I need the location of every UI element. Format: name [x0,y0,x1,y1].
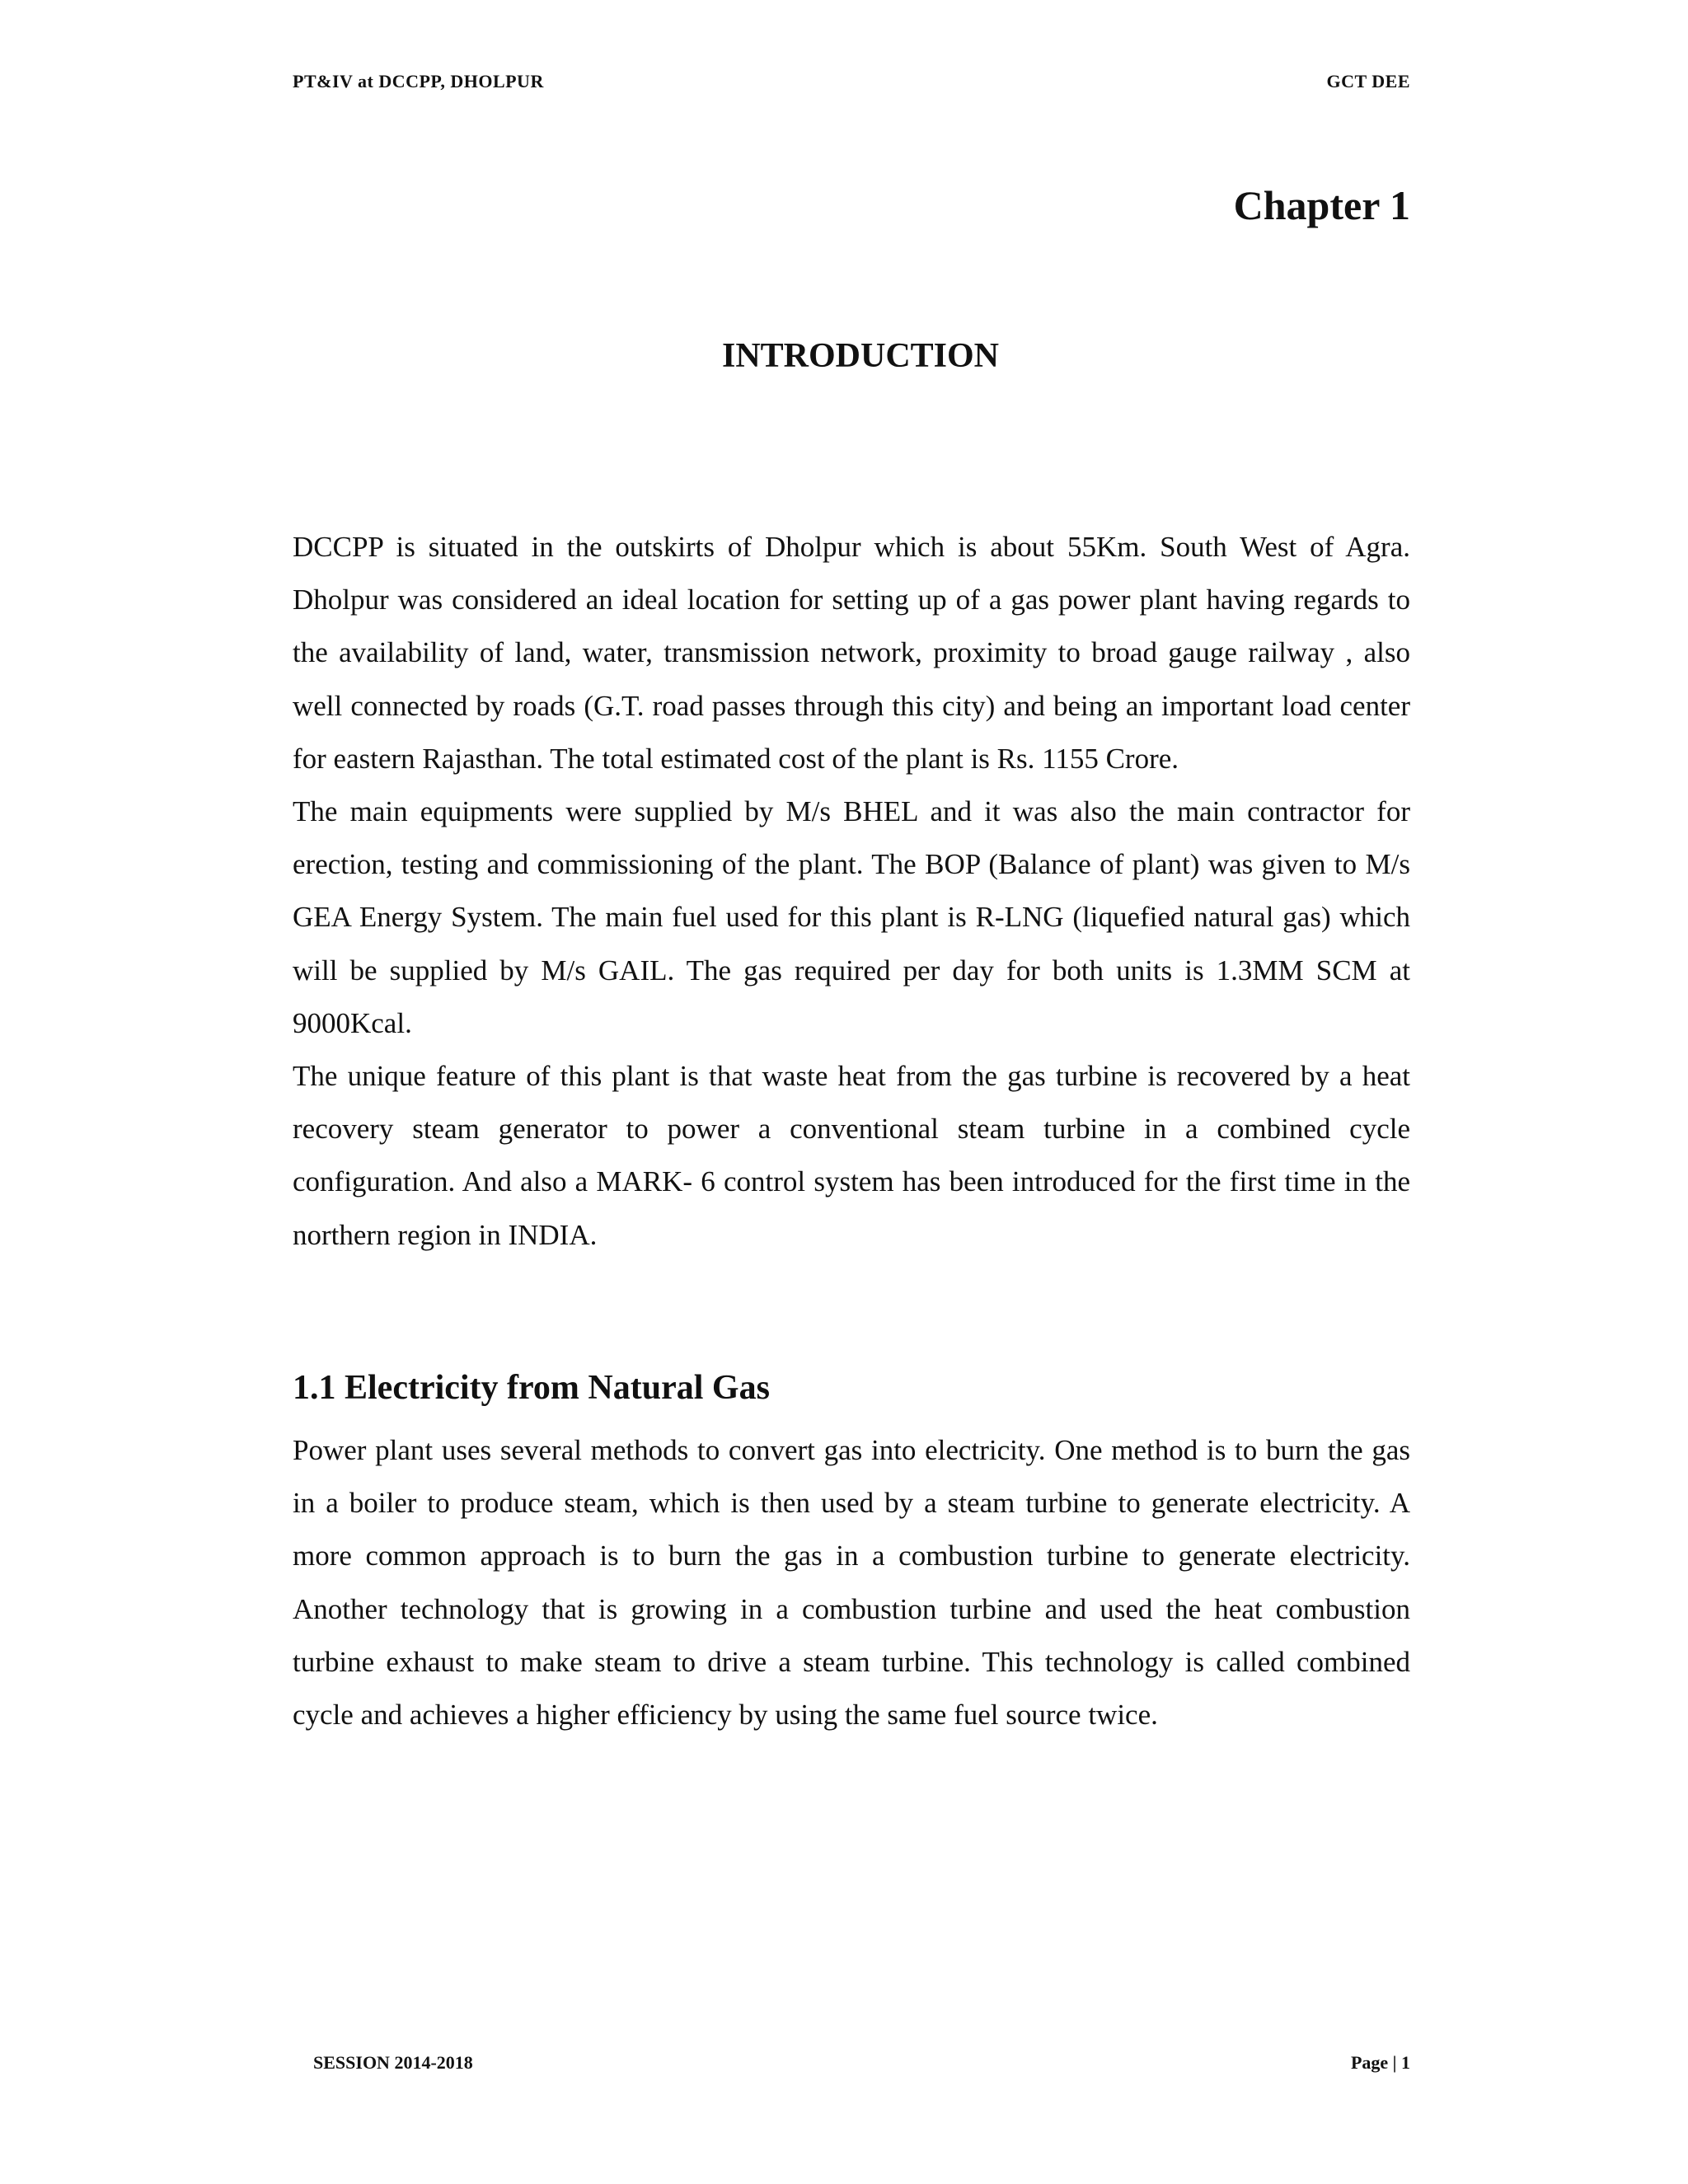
running-header-right: GCT DEE [1326,71,1410,91]
intro-paragraph-location: DCCPP is situated in the outskirts of Dholpur which is about 55Km. South West of Agra. Dholpur was considered an ideal location for setting up of a gas power plant having regards to the availability of land, water, transmission network, proximity to broad gauge railway , also well connected by roads (G.T. road passes through this city) and being an important load center for eastern Rajasthan. The total estimated cost of the plant is Rs. 1155 Crore. [293,531,1410,775]
section-paragraph: Power plant uses several methods to convert gas into electricity. One method is to burn the gas in a boiler to produce steam, which is then used by a steam turbine to generate electricity. A more common approach is to burn the gas in a combustion turbine to generate electricity. Another technology that is growing in a combustion turbine and used the heat combustion turbine exhaust to make steam to drive a steam turbine. This technology is called combined cycle and achieves a higher efficiency by using the same fuel source twice. [293,1434,1410,1732]
running-header-left: PT&IV at DCCPP, DHOLPUR [293,71,544,91]
section-heading: 1.1 Electricity from Natural Gas [293,1369,770,1407]
intro-body [293,521,1410,1262]
intro-paragraph-unique-feature: The unique feature of this plant is that waste heat from the gas turbine is recovered by a heat recovery steam generator to power a conventional steam turbine in a combined cycle configuration. And also a MARK- 6 control system has been introduced for the first time in the northern region in INDIA. [293,1060,1410,1251]
chapter-label: Chapter 1 [1233,182,1410,228]
footer-session: SESSION 2014-2018 [313,2052,473,2073]
page-title: INTRODUCTION [721,337,1000,375]
section-body [293,1424,1410,1741]
intro-paragraph-equipment: The main equipments were supplied by M/s BHEL and it was also the main contractor for erection, testing and commissioning of the plant. The BOP (Balance of plant) was given to M/s GEA Energy System. The main fuel used for this plant is R-LNG (liquefied natural gas) which will be supplied by M/s GAIL. The gas required per day for both units is 1.3MM SCM at 9000Kcal. [293,795,1410,1039]
footer-page-number: Page | 1 [1350,2052,1410,2073]
